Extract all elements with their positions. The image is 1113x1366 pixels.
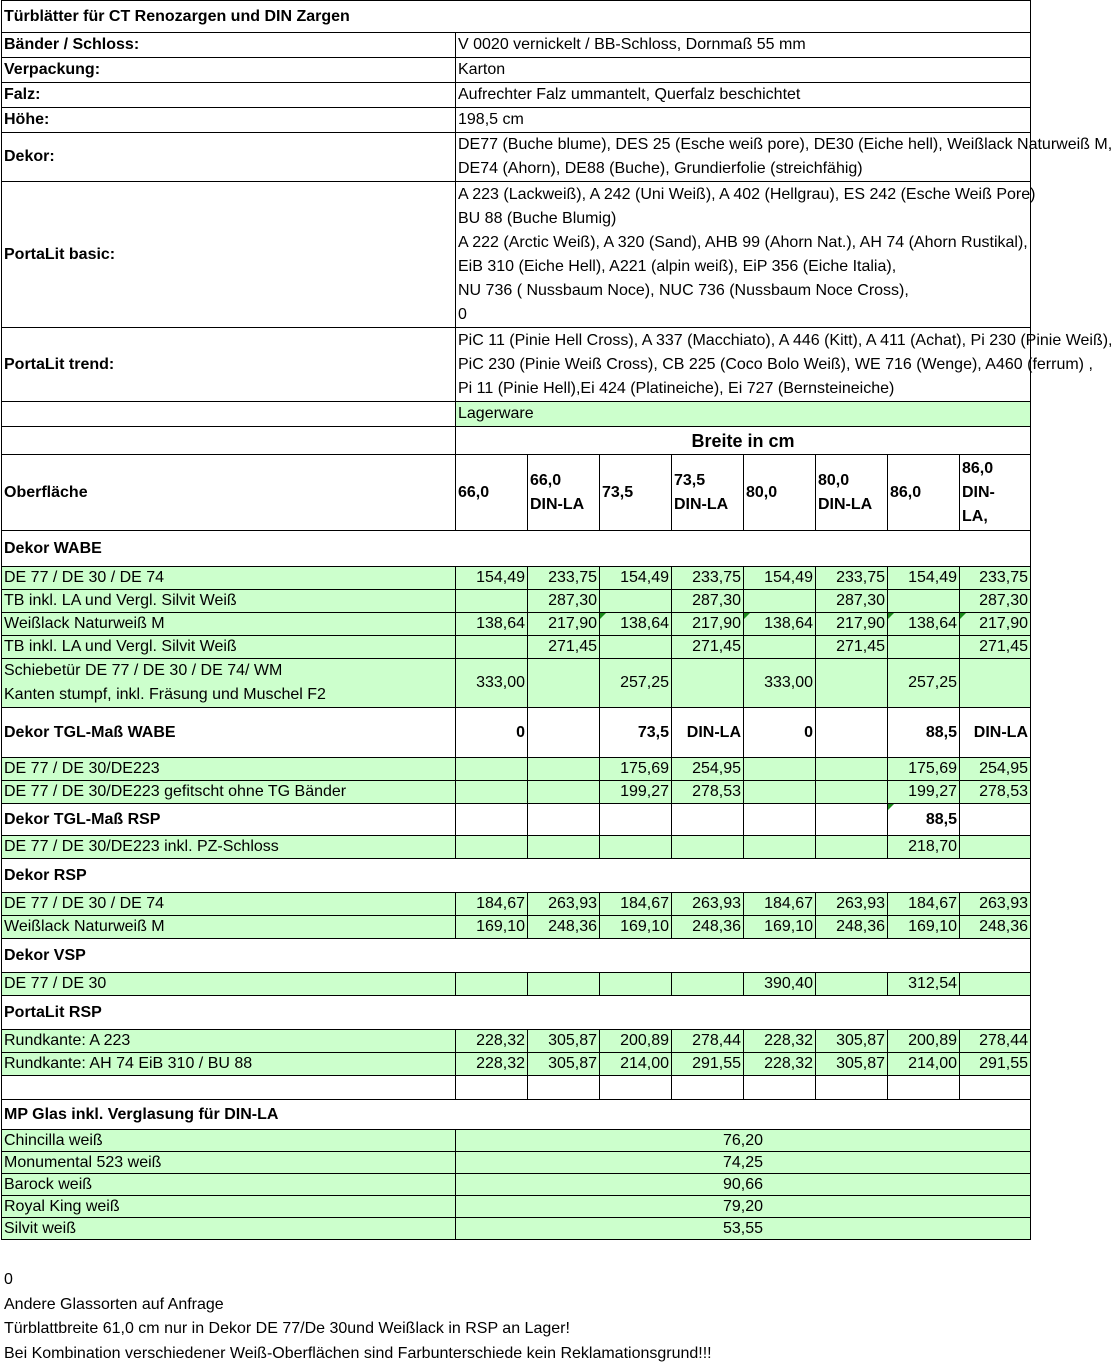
price-cell: 271,45 [816,636,888,659]
price-cell: 278,44 [672,1030,744,1053]
tgl-header-cell: 73,5 [600,708,672,758]
tgl-header-cell [456,804,528,836]
price-cell: 305,87 [528,1053,600,1076]
price-cell: 278,53 [672,781,744,804]
tgl-header-cell: 88,5 [888,804,960,836]
price-cell: 217,90 [528,613,600,636]
price-cell [960,973,1031,996]
info-label: PortaLit trend: [2,328,456,402]
price-cell [528,781,600,804]
price-cell [888,636,960,659]
width-column-header: 80,0 DIN-LA [816,455,888,531]
price-cell: 248,36 [672,916,744,939]
price-cell: 287,30 [672,590,744,613]
legend-spacer [2,402,456,427]
section-title: Dekor RSP [2,859,1031,893]
price-cell: 333,00 [456,659,528,708]
price-cell: 278,44 [960,1030,1031,1053]
price-cell: 214,00 [888,1053,960,1076]
tgl-header-cell [960,804,1031,836]
price-cell: 154,49 [744,567,816,590]
price-cell: 154,49 [600,567,672,590]
info-label: Verpackung: [2,58,456,83]
title-row [2,1,1031,33]
price-cell: 199,27 [600,781,672,804]
section-rsp [2,859,1031,893]
tgl-header-cell [816,804,888,836]
page-title: Türblätter für CT Renozargen und DIN Zargen [2,1,1031,33]
blank-cell [528,1076,600,1100]
legend-lagerware: Lagerware [456,402,1031,427]
price-cell: 184,67 [600,893,672,916]
table-row [2,659,1031,708]
price-cell: 287,30 [960,590,1031,613]
glass-row [2,1152,1031,1174]
section-tgl-wabe [2,708,1031,758]
row-label: DE 77 / DE 30 [2,973,456,996]
price-cell: 248,36 [816,916,888,939]
breite-row [2,427,1031,455]
section-vsp [2,939,1031,973]
price-cell [816,836,888,859]
section-title: PortaLit RSP [2,996,1031,1030]
blank-cell [816,1076,888,1100]
price-cell: 184,67 [888,893,960,916]
price-cell: 305,87 [816,1053,888,1076]
width-column-header: 66,0 DIN-LA [528,455,600,531]
price-cell [960,836,1031,859]
oberflaeche-label: Oberfläche [2,455,456,531]
info-value: A 223 (Lackweiß), A 242 (Uni Weiß), A 402 (Hellgrau), ES 242 (Esche Weiß Pore) BU 88 (Buche Blumig) A 222 (Arctic Weiß), A 320 (Sand), AHB 99 (Ahorn Nat.), AH 74 (Ahorn Rustikal), EiB 310 (Eiche Hell), A221 (alpin weiß), EiP 356 (Eiche Italia), NU 736 ( Nussbaum Noce), NUC 736 (Nussbaum Noce Cross), 0 [456,182,1031,328]
row-label: Rundkante: A 223 [2,1030,456,1053]
row-label: DE 77 / DE 30 / DE 74 [2,893,456,916]
price-cell [816,973,888,996]
info-label: PortaLit basic: [2,182,456,328]
tgl-header-cell: 0 [744,708,816,758]
price-cell: 175,69 [600,758,672,781]
price-cell [672,836,744,859]
row-label: DE 77 / DE 30/DE223 gefitscht ohne TG Bänder [2,781,456,804]
price-cell [600,636,672,659]
breite-spacer [2,427,456,455]
footnotes [4,1268,712,1366]
price-cell [672,973,744,996]
price-cell [528,836,600,859]
glass-price: 79,20 [456,1196,1031,1218]
price-cell: 254,95 [960,758,1031,781]
table-row [2,590,1031,613]
table-row [2,636,1031,659]
glass-label: Silvit weiß [2,1218,456,1240]
table-row [2,973,1031,996]
price-cell [600,836,672,859]
section-portalit-rsp [2,996,1031,1030]
price-cell [816,659,888,708]
info-value: 198,5 cm [456,108,1031,133]
price-cell: 154,49 [888,567,960,590]
width-column-header: 86,0 DIN- LA, [960,455,1031,531]
price-cell: 228,32 [456,1053,528,1076]
width-column-header: 73,5 [600,455,672,531]
tgl-header-cell [528,708,600,758]
price-cell: 233,75 [528,567,600,590]
price-cell: 169,10 [600,916,672,939]
price-cell: 217,90 [672,613,744,636]
price-cell: 200,89 [600,1030,672,1053]
tgl-header-cell [816,708,888,758]
price-cell [528,758,600,781]
blank-cell [600,1076,672,1100]
price-cell [528,659,600,708]
price-cell: 278,53 [960,781,1031,804]
footnote-line: Bei Kombination verschiedener Weiß-Oberflächen sind Farbunterschiede kein Reklamationsgrund!!! [4,1342,712,1366]
price-cell: 233,75 [816,567,888,590]
width-column-header: 66,0 [456,455,528,531]
price-cell [744,781,816,804]
price-cell [744,758,816,781]
row-label: DE 77 / DE 30 / DE 74 [2,567,456,590]
price-cell: 263,93 [672,893,744,916]
price-cell: 138,64 [888,613,960,636]
table-row [2,893,1031,916]
price-cell: 228,32 [744,1053,816,1076]
tgl-header-cell [528,804,600,836]
price-cell: 200,89 [888,1030,960,1053]
price-cell [816,781,888,804]
row-label: TB inkl. LA und Vergl. Silvit Weiß [2,636,456,659]
table-row [2,567,1031,590]
price-cell [744,636,816,659]
price-cell [960,659,1031,708]
price-cell: 305,87 [816,1030,888,1053]
info-row [2,58,1031,83]
info-row [2,133,1031,182]
info-value: V 0020 vernickelt / BB-Schloss, Dornmaß 55 mm [456,33,1031,58]
glass-label: Monumental 523 weiß [2,1152,456,1174]
price-cell: 233,75 [672,567,744,590]
glass-label: Royal King weiß [2,1196,456,1218]
info-row [2,33,1031,58]
price-cell: 184,67 [744,893,816,916]
table-row [2,758,1031,781]
glass-row [2,1196,1031,1218]
price-cell [888,590,960,613]
tgl-header-cell: DIN-LA [672,708,744,758]
section-tgl-rsp [2,804,1031,836]
column-header-row [2,455,1031,531]
info-label: Dekor: [2,133,456,182]
price-cell: 138,64 [744,613,816,636]
price-cell: 138,64 [600,613,672,636]
price-cell: 333,00 [744,659,816,708]
price-cell: 305,87 [528,1030,600,1053]
price-cell [528,973,600,996]
info-row [2,328,1031,402]
price-cell: 169,10 [744,916,816,939]
price-cell [672,659,744,708]
price-cell: 233,75 [960,567,1031,590]
price-cell [744,590,816,613]
glass-row [2,1218,1031,1240]
row-label: Weißlack Naturweiß M [2,613,456,636]
width-column-header: 80,0 [744,455,816,531]
tgl-header-cell [672,804,744,836]
tgl-header-cell [600,804,672,836]
price-sheet [1,0,1031,1240]
price-cell: 271,45 [528,636,600,659]
row-label: Weißlack Naturweiß M [2,916,456,939]
row-label: DE 77 / DE 30/DE223 inkl. PZ-Schloss [2,836,456,859]
price-cell: 138,64 [456,613,528,636]
row-label: DE 77 / DE 30/DE223 [2,758,456,781]
width-column-header: 73,5 DIN-LA [672,455,744,531]
price-cell: 263,93 [960,893,1031,916]
price-cell: 263,93 [816,893,888,916]
price-cell: 169,10 [888,916,960,939]
table-row [2,1030,1031,1053]
table-row [2,916,1031,939]
price-cell: 257,25 [600,659,672,708]
glass-price: 74,25 [456,1152,1031,1174]
price-cell: 248,36 [960,916,1031,939]
table-row [2,613,1031,636]
glass-label: Chincilla weiß [2,1130,456,1152]
footnote-line: 0 [4,1268,712,1293]
price-cell [600,590,672,613]
info-value: PiC 11 (Pinie Hell Cross), A 337 (Macchiato), A 446 (Kitt), A 411 (Achat), Pi 230 (Pinie Weiß), PiC 230 (Pinie Weiß Cross), CB 225 (Coco Bolo Weiß), WE 716 (Wenge), A460 (ferrum) , Pi 11 (Pinie Hell),Ei 424 (Platineiche), Ei 727 (Bernsteineiche) [456,328,1031,402]
tgl-header-cell: 0 [456,708,528,758]
price-cell: 175,69 [888,758,960,781]
price-cell: 199,27 [888,781,960,804]
price-cell [816,758,888,781]
glass-price: 76,20 [456,1130,1031,1152]
price-cell: 217,90 [960,613,1031,636]
price-cell [456,781,528,804]
price-cell [456,836,528,859]
price-cell: 254,95 [672,758,744,781]
price-cell: 390,40 [744,973,816,996]
section-title: Dekor TGL-Maß WABE [2,708,456,758]
price-cell [600,973,672,996]
glass-price: 90,66 [456,1174,1031,1196]
price-cell: 228,32 [456,1030,528,1053]
row-label: Rundkante: AH 74 EiB 310 / BU 88 [2,1053,456,1076]
info-row [2,182,1031,328]
price-cell: 291,55 [960,1053,1031,1076]
price-cell: 271,45 [960,636,1031,659]
info-label: Höhe: [2,108,456,133]
price-cell: 291,55 [672,1053,744,1076]
price-cell: 257,25 [888,659,960,708]
info-value: DE77 (Buche blume), DES 25 (Esche weiß pore), DE30 (Eiche hell), Weißlack Naturweiß M, DE74 (Ahorn), DE88 (Buche), Grundierfolie (streichfähig) [456,133,1031,182]
price-cell: 214,00 [600,1053,672,1076]
price-cell [456,758,528,781]
section-title: Dekor VSP [2,939,1031,973]
breite-header: Breite in cm [456,427,1031,455]
info-value: Karton [456,58,1031,83]
blank-cell [456,1076,528,1100]
price-cell: 154,49 [456,567,528,590]
blank-cell [744,1076,816,1100]
section-wabe [2,531,1031,567]
info-row [2,83,1031,108]
table-row [2,836,1031,859]
legend-row [2,402,1031,427]
section-title: Dekor WABE [2,531,1031,567]
footnote-line: Türblattbreite 61,0 cm nur in Dekor DE 77/De 30und Weißlack in RSP an Lager! [4,1317,712,1342]
row-label: Schiebetür DE 77 / DE 30 / DE 74/ WM Kanten stumpf, inkl. Fräsung und Muschel F2 [2,659,456,708]
section-glass [2,1100,1031,1130]
price-cell: 184,67 [456,893,528,916]
price-cell: 287,30 [528,590,600,613]
info-row [2,108,1031,133]
blank-cell [960,1076,1031,1100]
price-cell: 228,32 [744,1030,816,1053]
price-cell: 271,45 [672,636,744,659]
info-label: Falz: [2,83,456,108]
width-column-header: 86,0 [888,455,960,531]
blank-row [2,1076,1031,1100]
row-label: TB inkl. LA und Vergl. Silvit Weiß [2,590,456,613]
price-cell [456,973,528,996]
tgl-header-cell: DIN-LA [960,708,1031,758]
footnote-line: Andere Glassorten auf Anfrage [4,1293,712,1318]
price-cell: 169,10 [456,916,528,939]
price-cell: 217,90 [816,613,888,636]
price-cell: 263,93 [528,893,600,916]
tgl-header-cell: 88,5 [888,708,960,758]
blank-cell [2,1076,456,1100]
glass-row [2,1130,1031,1152]
price-cell: 218,70 [888,836,960,859]
price-cell [456,636,528,659]
table-row [2,781,1031,804]
glass-price: 53,55 [456,1218,1031,1240]
table-row [2,1053,1031,1076]
blank-cell [672,1076,744,1100]
section-title: Dekor TGL-Maß RSP [2,804,456,836]
blank-cell [888,1076,960,1100]
price-cell: 248,36 [528,916,600,939]
info-value: Aufrechter Falz ummantelt, Querfalz beschichtet [456,83,1031,108]
price-cell [456,590,528,613]
tgl-header-cell [744,804,816,836]
price-cell: 287,30 [816,590,888,613]
glass-label: Barock weiß [2,1174,456,1196]
price-cell [744,836,816,859]
price-cell: 312,54 [888,973,960,996]
section-title: MP Glas inkl. Verglasung für DIN-LA [2,1100,1031,1130]
info-label: Bänder / Schloss: [2,33,456,58]
glass-row [2,1174,1031,1196]
